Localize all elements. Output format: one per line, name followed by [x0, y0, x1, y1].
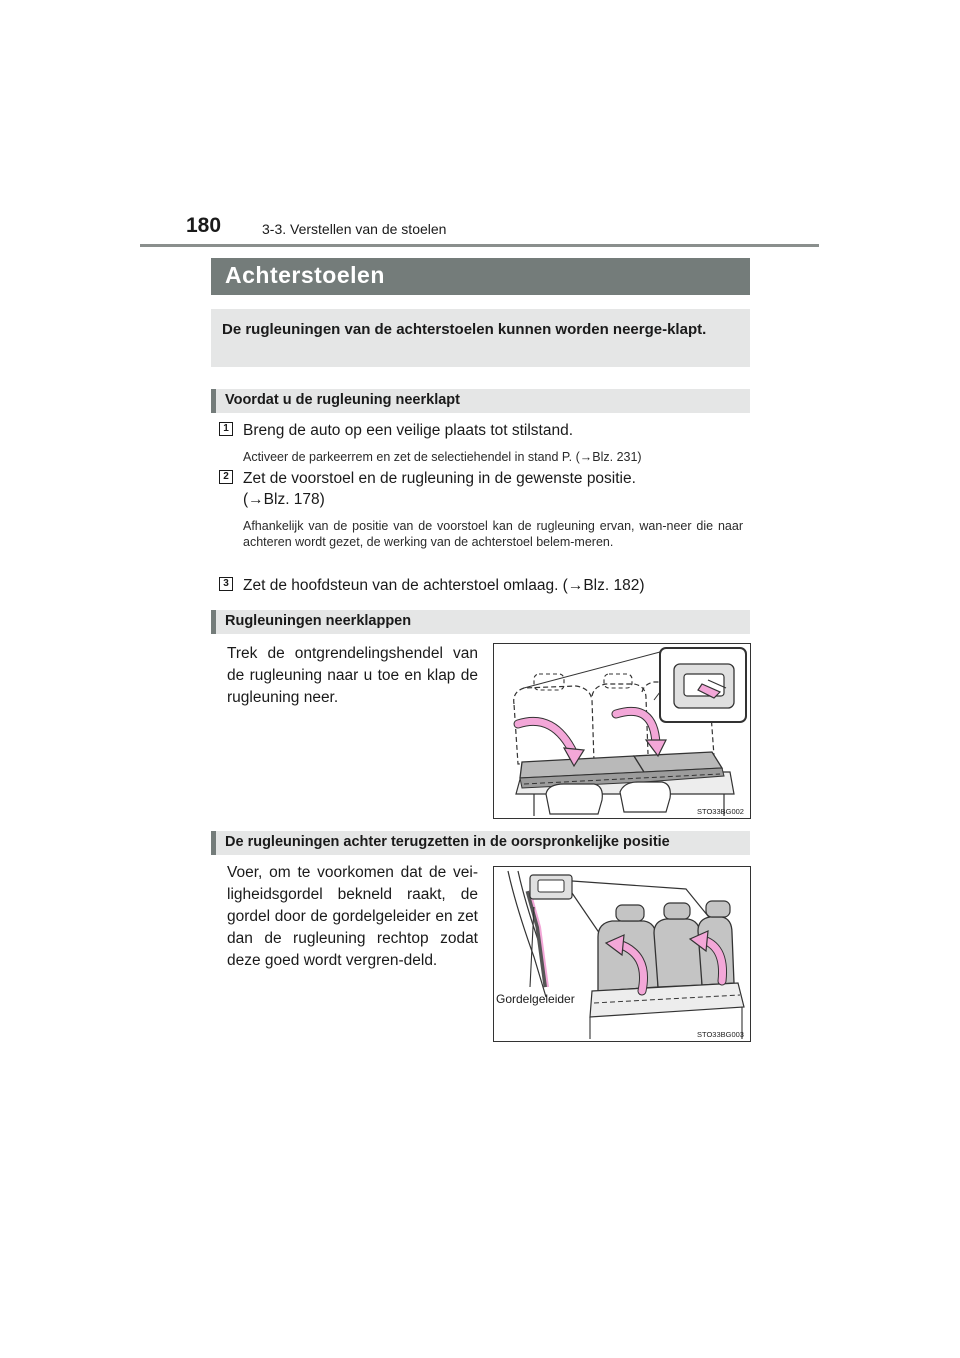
page-number: 180 — [186, 214, 222, 237]
return-upright-seat-drawing — [494, 867, 750, 1041]
step-1-text: Breng de auto op een veilige plaats tot stilstand. — [243, 422, 574, 439]
step-1-badge: 1 — [219, 422, 233, 436]
running-header: 3-3. Verstellen van de stoelen — [262, 221, 447, 237]
step-3-badge: 3 — [219, 577, 233, 591]
belt-guide-callout: Gordelgeleider — [496, 992, 575, 1006]
step-2-text-line1: Zet de voorstoel en de rugleuning in de gewenste positie. — [243, 470, 636, 487]
intro-text: De rugleuningen van de achterstoelen kunnen worden neerge-klapt. — [222, 321, 707, 338]
subheading-before-fold — [211, 389, 750, 413]
return-upright-illustration — [493, 866, 751, 1042]
subheading-before-fold-label: Voordat u de rugleuning neerklapt — [225, 392, 460, 408]
fold-down-seat-drawing — [494, 644, 750, 818]
fold-down-text: Trek de ontgrendelingshendel van de rugleuning naar u toe en klap de rugleuning neer. — [227, 645, 478, 706]
header-rule — [140, 244, 819, 247]
return-upright-illustration-code: STO33BG003 — [697, 1030, 744, 1039]
intro-box — [211, 309, 750, 367]
subheading-fold-down-label: Rugleuningen neerklappen — [225, 613, 412, 629]
subheading-return-upright — [211, 831, 750, 855]
step-3-text: Zet de hoofdsteun van de achterstoel omlaag. (→Blz. 182) — [243, 577, 645, 594]
fold-down-illustration-code: STO33BG002 — [697, 807, 744, 816]
step-2-badge: 2 — [219, 470, 233, 484]
fold-down-illustration — [493, 643, 751, 819]
step-2-note: Afhankelijk van de positie van de voorstoel kan de rugleuning ervan, wan-neer die naar achteren wordt gezet, de werking van de achterstoel belem-meren. — [243, 519, 743, 549]
return-upright-text: Voer, om te voorkomen dat de vei-ligheidsgordel bekneld raakt, de gordel door de gordelgeleider en zet dan de rugleuning rechtop zodat deze goed wordt vergren-deld. — [227, 864, 478, 969]
subheading-fold-down — [211, 610, 750, 634]
section-title: Achterstoelen — [225, 262, 385, 288]
step-2-text-line2: (→Blz. 178) — [243, 491, 325, 508]
step-1-note: Activeer de parkeerrem en zet de selectiehendel in stand P. (→Blz. 231) — [243, 450, 642, 464]
subheading-return-upright-label: De rugleuningen achter terugzetten in de oorspronkelijke positie — [225, 834, 670, 850]
section-title-bar — [211, 258, 750, 295]
